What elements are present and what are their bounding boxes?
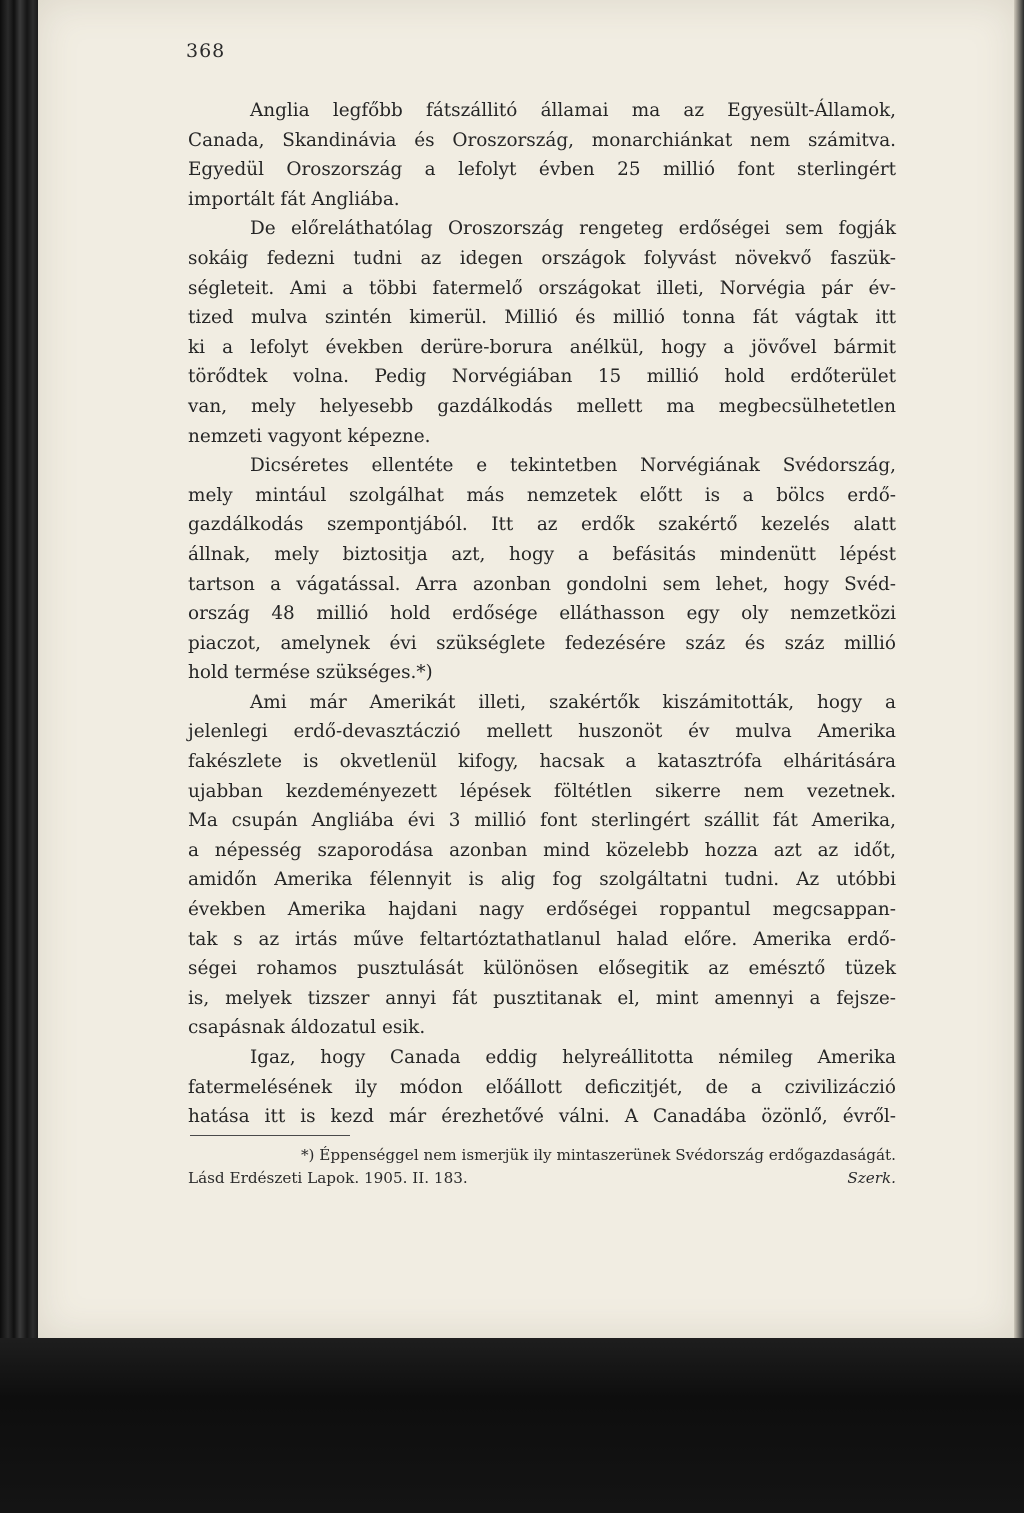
text-line: amidőn Amerika félennyit is alig fog szolgáltatni tudni. Az utóbbi	[188, 869, 896, 891]
body-text	[188, 96, 896, 1132]
text-line: törődtek volna. Pedig Norvégiában 15 millió hold erdőterület	[188, 366, 896, 388]
text-line: a népesség szaporodása azonban mind közelebb hozza azt az időt,	[188, 839, 896, 861]
page-number: 368	[186, 40, 226, 62]
text-line: csapásnak áldozatul esik.	[188, 1017, 426, 1039]
text-line: tak s az irtás műve feltartóztathatlanul halad előre. Amerika erdő-	[188, 928, 896, 950]
page-right-edge	[1014, 0, 1024, 1340]
footnote-reference-line	[188, 1167, 896, 1190]
text-line: mely mintául szolgálhat más nemzetek előtt is a bölcs erdő-	[188, 484, 896, 506]
text-line: hatása itt is kezd már érezhetővé válni. A Canadába özönlő, évről-	[188, 1106, 896, 1128]
text-line: fakészlete is okvetlenül kifogy, hacsak a katasztrófa elháritására	[188, 751, 896, 773]
text-line: sokáig fedezni tudni az idegen országok folyvást növekvő faszük-	[188, 247, 896, 269]
text-line: Ami már Amerikát illeti, szakértők kiszámitották, hogy a	[250, 691, 896, 713]
text-line: Dicséretes ellentéte e tekintetben Norvégiának Svédország,	[250, 455, 896, 477]
text-line: jelenlegi erdő-devasztáczió mellett huszonöt év mulva Amerika	[188, 721, 896, 743]
text-line: fatermelésének ily módon előállott deficzitjét, de a czivilizáczió	[188, 1076, 896, 1098]
footnote-line: *) Éppenséggel nem ismerjük ily mintaszerünek Svédország erdőgazdaságát.	[300, 1146, 896, 1164]
text-line: Egyedül Oroszország a lefolyt évben 25 millió font sterlingért	[188, 159, 896, 181]
book-binding	[0, 0, 38, 1340]
footnote-rule	[190, 1135, 350, 1136]
text-line: van, mely helyesebb gazdálkodás mellett ma megbecsülhetetlen	[188, 395, 896, 417]
text-line: ki a lefolyt években derüre-borura anélkül, hogy a jövővel bármit	[188, 336, 896, 358]
text-line: nemzeti vagyont képezne.	[188, 425, 431, 447]
text-line: ségei rohamos pusztulását különösen elősegitik az emésztő tüzek	[188, 958, 896, 980]
text-line: tartson a vágatással. Arra azonban gondolni sem lehet, hogy Svéd-	[188, 573, 896, 595]
text-line: tized mulva szintén kimerül. Millió és millió tonna fát vágtak itt	[188, 307, 896, 329]
text-line: években Amerika hajdani nagy erdőségei roppantul megcsappan-	[188, 899, 896, 921]
footnote-signature: Szerk.	[847, 1169, 896, 1187]
text-line: Anglia legfőbb fátszállitó államai ma az Egyesült-Államok,	[250, 100, 896, 121]
text-line: ségleteit. Ami a többi fatermelő országokat illeti, Norvégia pár év-	[188, 277, 896, 299]
text-line: ország 48 millió hold erdősége elláthasson egy oly nemzetközi	[188, 603, 896, 625]
text-line: De előreláthatólag Oroszország rengeteg erdőségei sem fogják	[250, 218, 896, 240]
text-line: Igaz, hogy Canada eddig helyreállitotta némileg Amerika	[250, 1047, 896, 1068]
text-line: importált fát Angliába.	[188, 188, 400, 210]
text-line: ujabban kezdeményezett lépések föltétlen sikerre nem vezetnek.	[188, 780, 896, 802]
text-line: is, melyek tizszer annyi fát pusztitanak el, mint amennyi a fejsze-	[188, 987, 896, 1009]
text-line: Ma csupán Angliába évi 3 millió font sterlingért szállit fát Amerika,	[188, 810, 896, 832]
footnote-reference: Lásd Erdészeti Lapok. 1905. II. 183.	[188, 1169, 468, 1187]
text-line: Canada, Skandinávia és Oroszország, monarchiánkat nem számitva.	[188, 129, 896, 151]
scan-bottom-border	[0, 1338, 1024, 1513]
text-line: állnak, mely biztositja azt, hogy a befásitás mindenütt lépést	[188, 543, 896, 565]
text-line: hold termése szükséges.*)	[188, 662, 433, 684]
text-line: gazdálkodás szempontjából. Itt az erdők szakértő kezelés alatt	[188, 514, 896, 536]
text-line: piaczot, amelynek évi szükséglete fedezésére száz és száz millió	[188, 632, 896, 654]
footnote	[188, 1144, 896, 1190]
